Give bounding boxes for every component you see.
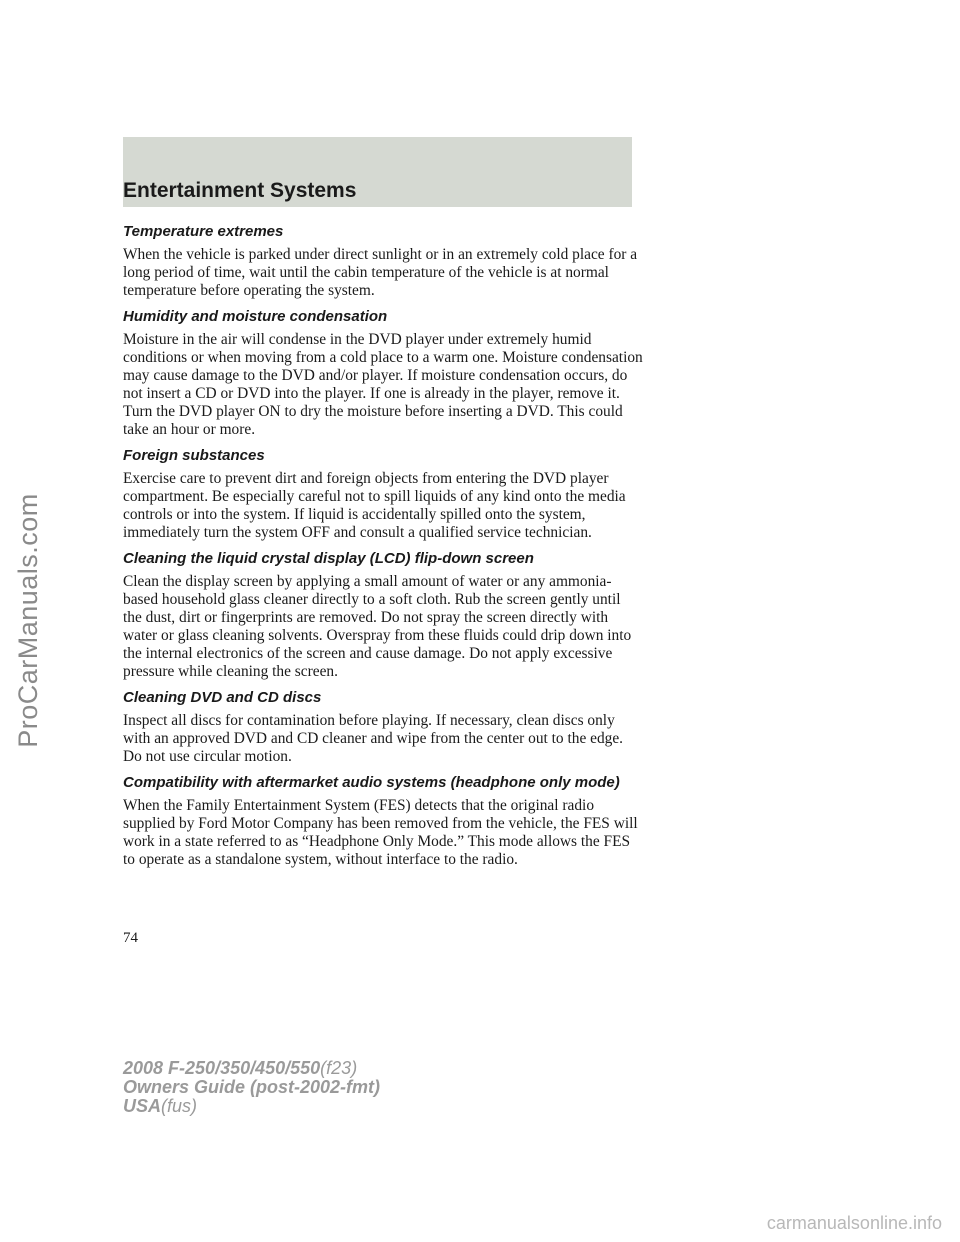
footer-line-model — [123, 1059, 380, 1078]
footer-model: 2008 F-250/350/450/550 — [123, 1058, 321, 1078]
paragraph-cleaning-lcd: Clean the display screen by applying a small amount of water or any ammonia-based household glass cleaner directly to a soft cloth. Rub the screen gently until the dust, dirt or fingerprints are removed. Do not spray the screen directly with water or glass cleaning solvents. Overspray from these fluids could drip down into the internal electronics of the screen and cause damage. Do not apply excessive pressure while cleaning the screen. — [123, 573, 632, 680]
paragraph-foreign-substances: Exercise care to prevent dirt and foreign objects from entering the DVD player compartment. Be especially careful not to spill liquids of any kind onto the media controls or into the system. If liquid is accidentally spilled onto the system, immediately turn the system OFF and consult a qualified service technician. — [123, 470, 626, 541]
paragraph-temperature-extremes: When the vehicle is parked under direct sunlight or in an extremely cold place for a long period of time, wait until the cabin temperature of the vehicle is at normal temperature before operating the system. — [123, 246, 638, 299]
paragraph-compatibility: When the Family Entertainment System (FES) detects that the original radio supplied by Ford Motor Company has been removed from the vehicle, the FES will work in a state referred to as “Headphone Only Mode.” This mode allows the FES to operate as a standalone system, without interface to the radio. — [123, 797, 638, 868]
footer-region-code: (fus) — [161, 1096, 198, 1116]
heading-temperature-extremes: Temperature extremes — [123, 223, 284, 240]
footer-line-region — [123, 1097, 380, 1116]
heading-cleaning-discs: Cleaning DVD and CD discs — [123, 689, 322, 706]
footer-model-code: (f23) — [320, 1058, 358, 1078]
heading-compatibility: Compatibility with aftermarket audio systems (headphone only mode) — [123, 774, 620, 791]
footer-guide: Owners Guide (post-2002-fmt) — [123, 1077, 381, 1097]
footer-line-guide — [123, 1078, 380, 1097]
side-watermark — [10, 340, 46, 900]
heading-humidity: Humidity and moisture condensation — [123, 308, 388, 325]
footer-region: USA — [123, 1096, 162, 1116]
paragraph-humidity: Moisture in the air will condense in the DVD player under extremely humid conditions or when moving from a cold place to a warm one. Moisture condensation may cause damage to the DVD and/or player. If moisture condensation occurs, do not insert a CD or DVD into the player. If one is already in the player, remove it. Turn the DVD player ON to dry the moisture before inserting a DVD. This could take an hour or more. — [123, 331, 643, 438]
section-title: Entertainment Systems — [123, 179, 357, 202]
page-content — [123, 222, 643, 876]
page-number: 74 — [123, 930, 138, 946]
heading-cleaning-lcd: Cleaning the liquid crystal display (LCD) flip-down screen — [123, 550, 534, 567]
document-footer — [123, 1059, 380, 1116]
paragraph-cleaning-discs: Inspect all discs for contamination before playing. If necessary, clean discs only with an approved DVD and CD cleaner and wipe from the center out to the edge. Do not use circular motion. — [123, 712, 624, 765]
side-watermark-text: ProCarManuals.com — [12, 492, 43, 748]
heading-foreign-substances: Foreign substances — [123, 447, 265, 464]
bottom-watermark: carmanualsonline.info — [766, 1213, 942, 1233]
